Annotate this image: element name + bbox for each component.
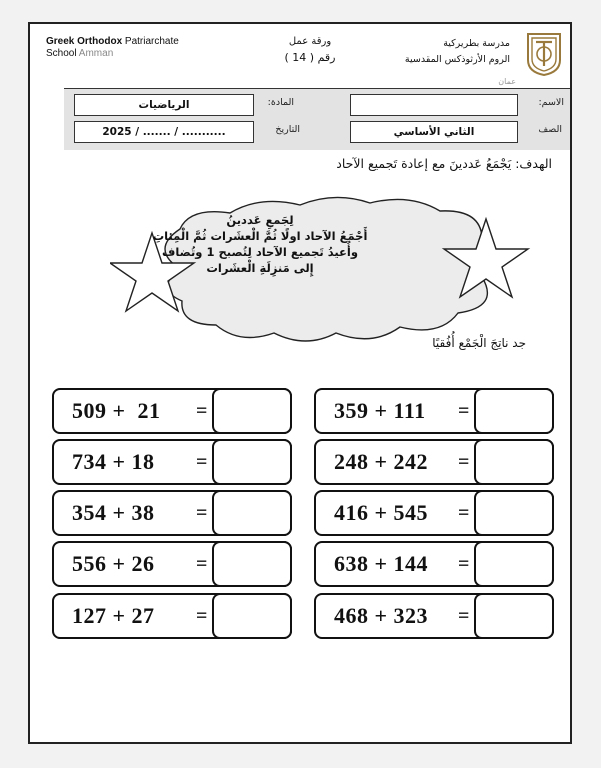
problem-expression: 127 + 27 [72,603,155,628]
worksheet-number-block [270,34,350,66]
answer-box[interactable] [212,388,292,434]
answer-box[interactable] [212,439,292,485]
instruction-text: جد ناتِجَ الْجَمْع أُفُقيًا [432,336,526,350]
equals-sign: = [458,605,470,627]
problem-expression: 509 + 21 [72,398,161,423]
name-field[interactable] [350,94,518,116]
worksheet-number: رقم ( 14 ) [284,51,336,64]
addition-problem [52,439,292,485]
answer-box[interactable] [474,439,554,485]
answer-box[interactable] [474,593,554,639]
rule-line2: وأُعيدُ تَجميع الآحاد لِتُصبح 1 وتُضاف [161,245,358,259]
problem-expression: 359 + 111 [334,398,426,423]
answer-box[interactable] [474,541,554,587]
problem-expression: 638 + 144 [334,551,429,576]
addition-problem [52,541,292,587]
name-label: الاسم: [538,97,564,108]
equals-sign: = [196,605,208,627]
school-city: Amman [76,48,114,59]
problem-expression: 468 + 323 [334,603,429,628]
equals-sign: = [196,400,208,422]
equals-sign: = [196,553,208,575]
answer-box[interactable] [212,593,292,639]
addition-problem [52,490,292,536]
worksheet-label: ورقة عمل [288,36,332,47]
answer-box[interactable] [474,388,554,434]
school-name-arabic [404,36,516,86]
equals-sign: = [196,451,208,473]
school-ar-line1: مدرسة بطريركية [443,38,510,49]
grade-label: الصف [538,124,562,135]
school-name-rest: Patriarchate [122,36,179,47]
equals-sign: = [458,400,470,422]
problem-expression: 416 + 545 [334,500,429,525]
problem-expression: 734 + 18 [72,449,155,474]
school-ar-city: عمان [498,77,516,86]
answer-box[interactable] [474,490,554,536]
addition-problem [314,439,554,485]
grade-field[interactable]: الثاني الأساسي [350,121,518,143]
problem-expression: 556 + 26 [72,551,155,576]
addition-problem [314,593,554,639]
rule-title: لِجَمعِ عَددينُ [226,213,294,227]
rule-line1: أَجْمَعُ الآحاد اولًا ثُمَّ الْعشَرات ثُمَّ الْمِئاتِ [152,229,368,243]
school-name-english [46,36,179,60]
addition-problem [314,388,554,434]
date-label: التاريخ [275,124,300,135]
addition-problem [52,593,292,639]
addition-problem [52,388,292,434]
school-ar-line2: الروم الأرثوذكس المقدسية [404,54,510,65]
addition-problem [314,490,554,536]
subject-label: المادة: [267,97,294,108]
problem-expression: 354 + 38 [72,500,155,525]
student-info-panel [64,88,570,150]
date-field[interactable]: 2025 / ....... / ........... [74,121,254,143]
school-logo-icon [524,30,564,76]
rule-line3: إِلى مَنزِلَةِ الْعشَرات [206,261,314,275]
equals-sign: = [458,553,470,575]
lesson-goal: الهدف: يَجْمَعُ عَددينَ مع إعادة تَجميع الآحاد [336,156,552,171]
worksheet-page [28,22,572,744]
equals-sign: = [458,451,470,473]
answer-box[interactable] [212,541,292,587]
answer-box[interactable] [212,490,292,536]
equals-sign: = [196,502,208,524]
problem-expression: 248 + 242 [334,449,429,474]
school-name-bold: Greek Orthodox [46,36,123,47]
rule-text [100,212,420,276]
subject-field[interactable]: الرياضيات [74,94,254,116]
addition-problem [314,541,554,587]
school-word: School [46,48,77,59]
equals-sign: = [458,502,470,524]
